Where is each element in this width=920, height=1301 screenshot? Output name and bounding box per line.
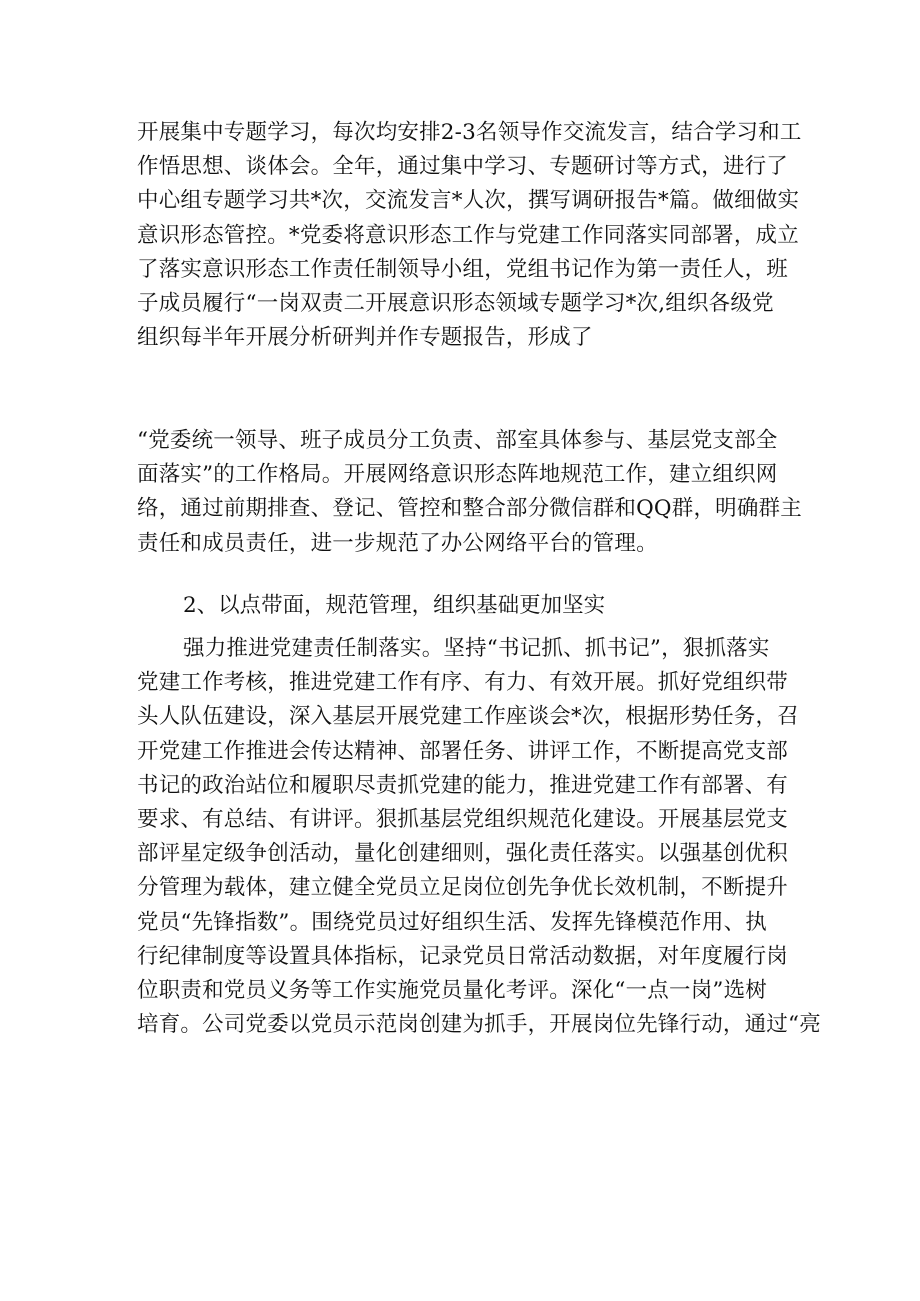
text-line: 分管理为载体，建立健全党员立足岗位创先争优长效机制，不断提升	[137, 875, 789, 901]
text-line: 意识形态管控。*党委将意识形态工作与党建工作同落实同部署，成立	[137, 222, 799, 248]
text-line: 位职责和党员义务等工作实施党员量化考评。深化“一点一岗”选树	[137, 977, 767, 1003]
text-line: 开党建工作推进会传达精神、部署任务、讲评工作，不断提高党支部	[137, 738, 789, 764]
text-line: 开展集中专题学习，每次均安排2-3名领导作交流发言，结合学习和工	[137, 120, 802, 145]
paragraph-ideology-study	[137, 116, 802, 355]
text-line: “党委统一领导、班子成员分工负责、部室具体参与、基层党支部全	[137, 428, 778, 453]
text-line: 头人队伍建设，深入基层开展党建工作座谈会*次，根据形势任务，召	[137, 704, 799, 730]
text-line: 部评星定级争创活动，量化创建细则，强化责任落实。以强基创优积	[137, 841, 789, 867]
text-line: 络，通过前期排查、登记、管控和整合部分微信群和QQ群，明确群主	[137, 496, 802, 522]
text-line: 强力推进党建责任制落实。坚持“书记抓、抓书记”，狠抓落实	[183, 636, 770, 661]
text-line: 培育。公司党委以党员示范岗创建为抓手，开展岗位先锋行动，通过“亮	[137, 1012, 821, 1038]
text-line: 党员“先锋指数”。围绕党员过好组织生活、发挥先锋模范作用、执	[137, 909, 767, 935]
text-line: 责任和成员责任，进一步规范了办公网络平台的管理。	[137, 530, 658, 556]
text-line: 中心组专题学习共*次，交流发言*人次，撰写调研报告*篇。做细做实	[137, 188, 800, 214]
paragraph-work-pattern	[137, 424, 802, 561]
text-line: 党建工作考核，推进党建工作有序、有力、有效开展。抓好党组织带	[137, 670, 789, 696]
text-line: 书记的政治站位和履职尽责抓党建的能力，推进党建工作有部署、有	[137, 772, 789, 798]
paragraph-party-responsibility	[137, 632, 821, 1042]
text-line: 作悟思想、谈体会。全年，通过集中学习、专题研讨等方式，进行了	[137, 154, 789, 180]
text-line: 要求、有总结、有讲评。狠抓基层党组织规范化建设。开展基层党支	[137, 806, 789, 832]
text-line: 行纪律制度等设置具体指标，记录党员日常活动数据，对年度履行岗	[137, 943, 789, 969]
text-line: 子成员履行“一岗双责二开展意识形态领域专题学习*次,组织各级党	[137, 290, 774, 316]
text-line: 面落实”的工作格局。开展网络意识形态阵地规范工作，建立组织网	[137, 462, 778, 488]
text-line: 组织每半年开展分析研判并作专题报告，形成了	[137, 325, 593, 351]
text-line: 了落实意识形态工作责任制领导小组，党组书记作为第一责任人，班	[137, 256, 789, 282]
section-heading: 2、以点带面，规范管理，组织基础更加坚实	[183, 593, 606, 618]
